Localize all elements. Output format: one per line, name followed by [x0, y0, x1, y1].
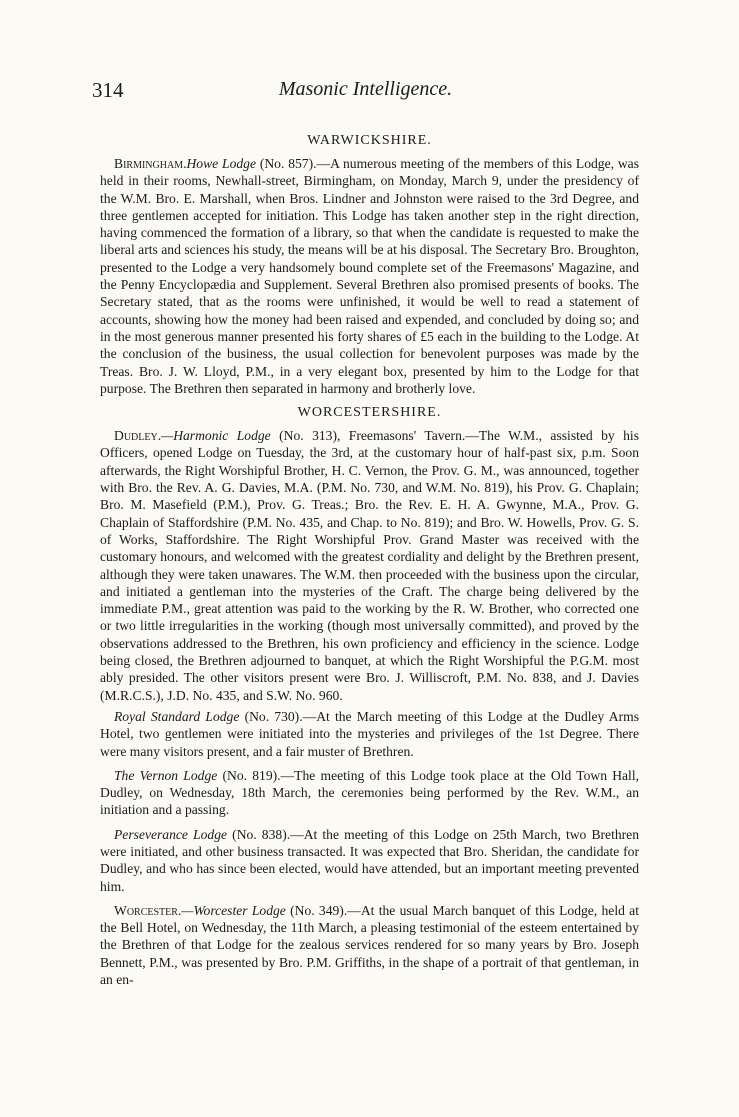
- section-heading-warwickshire: WARWICKSHIRE.: [307, 133, 432, 148]
- report-text: (No. 313), Freemasons' Tavern.—The W.M., assisted by his Officers, opened Lodge on Tuesday, the 3rd, at the customary hour of half-past six, p.m. Soon afterwards, the Right Worshipful Brother, H. C. Vernon, the Prov. G. M., was announced, together with Bro. the Rev. A. G. Davies, M.A. (P.M. No. 730, and W.M. No. 819), his Prov. G. Chaplain; Bro. M. Masefield (P.M.), Prov. G. Treas.; Bro. the Rev. E. H. A. Gwynne, M.A., Prov. G. Chaplain of Staffordshire (P.M. No. 435, and Chap. to No. 819); and Bro. W. Howells, Prov. G. S. of Works, Staffordshire. The Right Worshipful Prov. Grand Master was received with the customary honours, and welcomed with the greatest cordiality and delight by the Brethren present, although they were taken unawares. The W.M. then proceeded with the business upon the circular, and initiated a gentleman into the mysteries of the Craft. The charge being delivered by the immediate P.M., great attention was paid to the working by the R. W. Brother, who corrected one or two little irregularities in the working (though most universally committed), and proved by the observations addressed to the Brethren, his own proficiency and efficiency in the science. Lodge being closed, the Brethren adjourned to banquet, at which the Right Worshipful the P.G.M. most ably presided. The other visitors present were Bro. J. Williscroft, P.M. No. 838, and J. Davies (M.R.C.S.), J.D. No. 435, and S.W. No. 960.: [100, 428, 639, 703]
- lodge-name: Howe Lodge: [186, 156, 256, 171]
- article-body: [100, 132, 639, 995]
- lodge-name: Perseverance Lodge: [114, 826, 228, 842]
- section-heading-worcestershire: WORCESTERSHIRE.: [297, 405, 442, 421]
- page-number: 314: [92, 78, 124, 102]
- running-title: Masonic Intelligence.: [278, 78, 453, 100]
- report-text: (No. 838).—At the meeting of this Lodge on 25th March, two Brethren were initiated, and other business transacted. It was expected that Bro. Sheridan, the candidate for Dudley, and who has since been elected, would have attended, but an important meeting prevented him.: [100, 826, 639, 894]
- report-vernon: [100, 767, 639, 819]
- report-text: (No. 819).—The meeting of this Lodge took place at the Old Town Hall, Dudley, on Wednesday, 18th March, the ceremonies being performed by the Rev. W.M., an initiation and a passing.: [100, 767, 639, 818]
- lodge-name: —Worcester Lodge: [181, 902, 286, 918]
- report-text: (No. 857).—A numerous meeting of the members of this Lodge, was held in their rooms, Newhall-street, Birmingham, on Monday, March 9, under the presidency of the W.M. Bro. E. Marshall, when Bros. Lindner and Johnston were raised to the 3rd Degree, and three gentlemen accepted for initiation. This Lodge has taken another step in the right direction, having commenced the formation of a library, so that when the candidate is requested to make the liberal arts and sciences his study, the means will be at his disposal. The Secretary Bro. Broughton, presented to the Lodge a very handsomely bound complete set of the Freemasons' Magazine, and the Penny Encyclopædia and Supplement. Several Brethren also promised presents of books. The Secretary stated, that as the rooms were unfinished, it would be well to read a statement of accounts, showing how the money had been raised and expended, and concluded by doing so; and in the most generous manner presented his forty shares of £5 each in the building to the Lodge. At the conclusion of the business, the usual collection for benevolent purposes was made by the Treas. Bro. J. W. Lloyd, P.M., in a very elegant box, presented by him to the Lodge for that purpose. The Brethren then separated in harmony and brotherly love.: [100, 156, 639, 396]
- lodge-name: —Harmonic Lodge: [161, 428, 271, 444]
- lodge-name: The Vernon Lodge: [114, 767, 218, 783]
- place-name: Dudley.: [114, 428, 162, 444]
- report-perseverance: [100, 826, 639, 895]
- page-header: [92, 78, 639, 108]
- report-royal-standard: [100, 708, 639, 760]
- report-dudley-harmonic: [100, 427, 639, 704]
- report-worcester: [100, 902, 639, 988]
- place-name: Birmingham.: [114, 156, 187, 171]
- report-text: (No. 730).—At the March meeting of this Lodge at the Dudley Arms Hotel, two gentlemen were initiated into the mysteries and privileges of the 1st Degree. There were many visitors present, and a fair muster of Brethren.: [100, 708, 639, 759]
- report-birmingham: [100, 155, 639, 397]
- report-text: (No. 349).—At the usual March banquet of this Lodge, held at the Bell Hotel, on Wednesday, the 11th March, a pleasing testimonial of the esteem entertained by the Brethren of that Lodge for the zealous services rendered for so many years by Bro. Joseph Bennett, P.M., was presented by Bro. P.M. Griffiths, in the shape of a portrait of that gentleman, in an en-: [100, 902, 639, 988]
- place-name: Worcester.: [114, 902, 182, 918]
- lodge-name: Royal Standard Lodge: [114, 708, 240, 724]
